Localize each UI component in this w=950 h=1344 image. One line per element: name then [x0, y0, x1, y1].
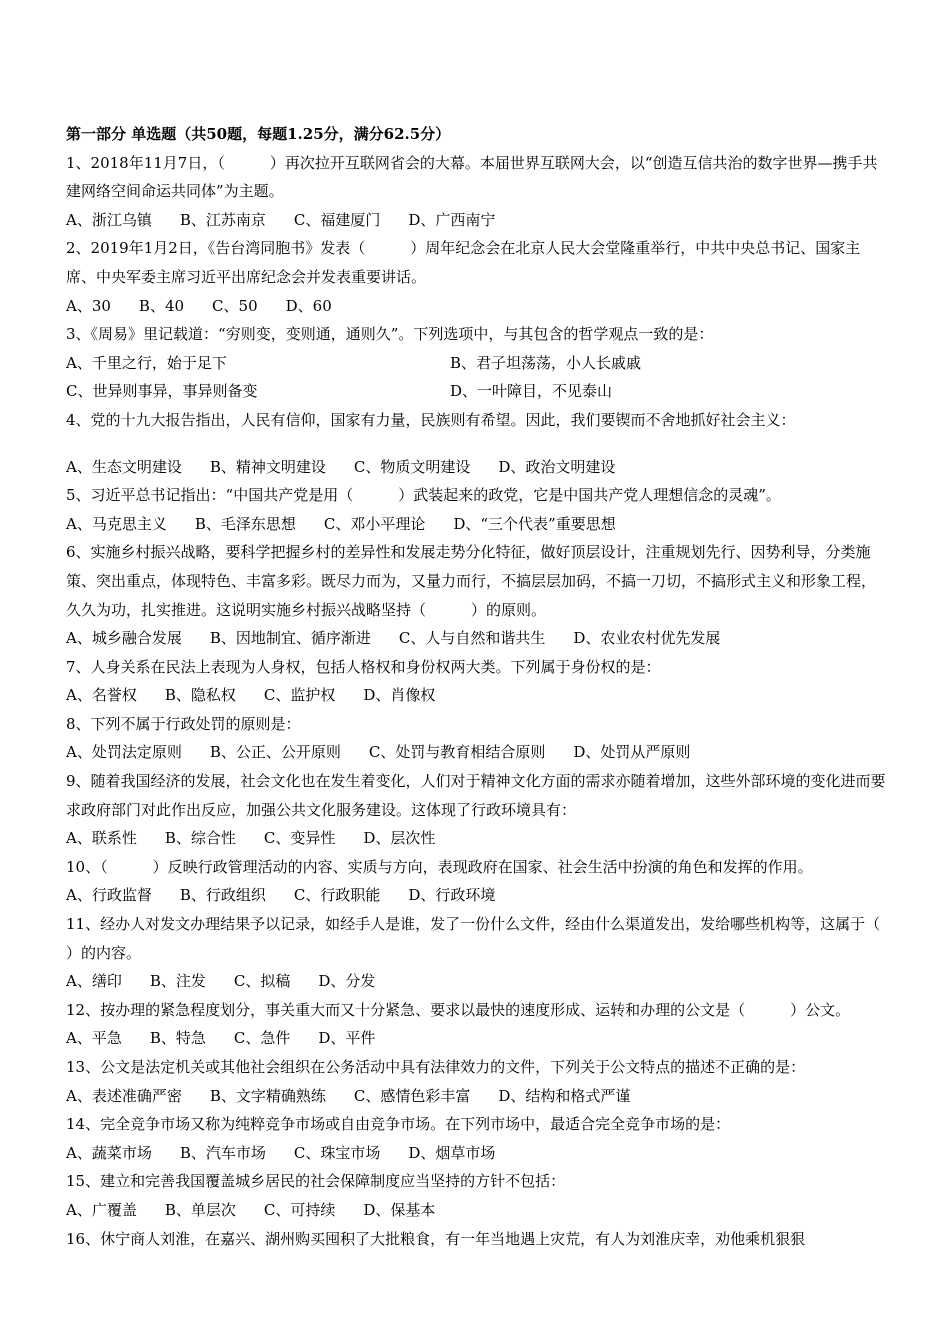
option-a: A、广覆盖 [66, 1200, 137, 1219]
option-c: C、世异则事异，事异则备变 [66, 382, 258, 401]
question-stem: 9、随着我国经济的发展，社会文化也在发生着变化，人们对于精神文化方面的需求亦随着增加，这些外部环境的变化进而要求政府部门对此作出反应，加强公共文化服务建设。这体现了行政环境具有： [66, 772, 886, 819]
option-d: D、农业农村优先发展 [573, 629, 721, 648]
question-stem: 2、2019年1月2日，《告台湾同胞书》发表（ ）周年纪念会在北京人民大会堂隆重举行，中共中央总书记、国家主席、中央军委主席习近平出席纪念会并发表重要讲话。 [66, 239, 861, 286]
question-stem: 4、党的十九大报告指出，人民有信仰，国家有力量，民族则有希望。因此，我们要锲而不舍地抓好社会主义： [66, 410, 796, 429]
option-d: D、烟草市场 [408, 1143, 496, 1162]
section-title: 第一部分 单选题（共50题，每题1.25分，满分62.5分） [66, 125, 451, 143]
blank-gap [66, 435, 888, 453]
option-c: C、人与自然和谐共生 [398, 629, 546, 648]
option-c: C、处罚与教育相结合原则 [368, 743, 546, 762]
question-stem: 11、经办人对发文办理结果予以记录，如经手人是谁，发了一份什么文件，经由什么渠道发出，发给哪些机构等，这属于（ ）的内容。 [66, 915, 926, 962]
option-row [66, 349, 888, 378]
option-row [66, 1139, 888, 1168]
option-row [66, 453, 888, 482]
option-a: A、蔬菜市场 [66, 1143, 152, 1162]
option-c: C、珠宝市场 [293, 1143, 381, 1162]
option-a: A、联系性 [66, 829, 137, 848]
option-a: A、处罚法定原则 [66, 743, 182, 762]
question-stem: 15、建立和完善我国覆盖城乡居民的社会保障制度应当坚持的方针不包括： [66, 1172, 566, 1191]
option-c: C、物质文明建设 [353, 457, 471, 476]
option-row [66, 292, 888, 321]
option-b: B、40 [138, 296, 185, 315]
option-c: C、急件 [233, 1029, 291, 1048]
option-b: B、精神文明建设 [209, 457, 326, 476]
option-b: B、特急 [149, 1029, 206, 1048]
option-d: D、结构和格式严谨 [498, 1086, 631, 1105]
question-stem: 6、实施乡村振兴战略，要科学把握乡村的差异性和发展走势分化特征，做好顶层设计，注重规划先行、因势利导，分类施策、突出重点，体现特色、丰富多彩。既尽力而为，又量力而行，不搞层层加码，不搞一刀切，不搞形式主义和形象工程，久久为功，扎实推进。这说明实施乡村振兴战略坚持（ ）的原则。 [66, 543, 877, 619]
option-c: C、可持续 [263, 1200, 336, 1219]
option-c: C、福建厦门 [293, 210, 381, 229]
option-c: C、拟稿 [233, 972, 291, 991]
option-d: D、肖像权 [363, 686, 436, 705]
option-b: B、汽车市场 [179, 1143, 266, 1162]
option-row [66, 738, 888, 767]
option-row [66, 681, 888, 710]
option-d: D、“三个代表”重要思想 [453, 514, 616, 533]
option-row [66, 377, 888, 406]
option-a: A、行政监督 [66, 886, 152, 905]
question-stem: 14、完全竞争市场又称为纯粹竞争市场或自由竞争市场。在下列市场中，最适合完全竞争市场的是： [66, 1115, 731, 1134]
option-d: D、保基本 [363, 1200, 436, 1219]
option-c: C、邓小平理论 [323, 514, 426, 533]
option-a: A、表述准确严密 [66, 1086, 182, 1105]
question-stem: 16、休宁商人刘淮，在嘉兴、湖州购买囤积了大批粮食，有一年当地遇上灾荒，有人为刘淮庆幸，劝他乘机狠狠 [66, 1229, 806, 1248]
option-b: B、综合性 [164, 829, 236, 848]
option-d: D、一叶障目，不见泰山 [450, 382, 613, 401]
option-row [66, 967, 888, 996]
question-stem: 5、习近平总书记指出：“中国共产党是用（ ）武装起来的政党，它是中国共产党人理想信念的灵魂”。 [66, 486, 781, 505]
option-a: A、浙江乌镇 [66, 210, 152, 229]
option-c: C、50 [212, 296, 258, 315]
question-stem: 1、2018年11月7日，（ ）再次拉开互联网省会的大幕。本届世界互联网大会，以“创造互信共治的数字世界—携手共建网络空间命运共同体”为主题。 [66, 153, 878, 201]
option-c: C、监护权 [263, 686, 336, 705]
option-a: A、生态文明建设 [66, 457, 182, 476]
option-d: D、60 [285, 296, 332, 315]
question-stem: 12、按办理的紧急程度划分，事关重大而又十分紧急、要求以最快的速度形成、运转和办理的公文是（ ）公文。 [66, 1000, 851, 1019]
question-stem: 10、（ ）反映行政管理活动的内容、实质与方向，表现政府在国家、社会生活中扮演的角色和发挥的作用。 [66, 857, 813, 876]
option-a: A、30 [66, 296, 111, 315]
option-a: A、平急 [66, 1029, 122, 1048]
option-row [66, 1196, 888, 1225]
option-d: D、处罚从严原则 [573, 743, 691, 762]
option-row [66, 881, 888, 910]
question-stem: 13、公文是法定机关或其他社会组织在公务活动中具有法律效力的文件，下列关于公文特点的描述不正确的是： [66, 1058, 806, 1076]
option-c: C、行政职能 [293, 886, 381, 905]
option-d: D、广西南宁 [408, 210, 496, 229]
option-row [66, 1082, 888, 1111]
option-b: B、公正、公开原则 [209, 743, 341, 762]
option-b: B、毛泽东思想 [194, 514, 296, 533]
option-d: D、平件 [318, 1029, 376, 1048]
option-a: A、城乡融合发展 [66, 629, 182, 648]
option-row [66, 510, 888, 539]
option-a: A、马克思主义 [66, 514, 167, 533]
option-b: B、君子坦荡荡，小人长戚戚 [450, 353, 642, 372]
option-row [66, 206, 888, 235]
option-a: A、千里之行，始于足下 [66, 353, 227, 372]
option-row [66, 624, 888, 653]
question-stem: 7、人身关系在民法上表现为人身权，包括人格权和身份权两大类。下列属于身份权的是： [66, 657, 661, 676]
option-c: C、感情色彩丰富 [353, 1086, 471, 1105]
option-d: D、分发 [318, 972, 376, 991]
option-b: B、行政组织 [179, 886, 266, 905]
option-b: B、隐私权 [164, 686, 236, 705]
option-b: B、江苏南京 [179, 210, 266, 229]
option-d: D、行政环境 [408, 886, 496, 905]
option-d: D、层次性 [363, 829, 436, 848]
option-row [66, 1024, 888, 1053]
question-stem: 8、下列不属于行政处罚的原则是： [66, 714, 301, 733]
option-b: B、因地制宜、循序渐进 [209, 629, 371, 648]
exam-document [66, 120, 926, 1253]
option-row [66, 824, 888, 853]
option-c: C、变异性 [263, 829, 336, 848]
option-a: A、名誉权 [66, 686, 137, 705]
option-d: D、政治文明建设 [498, 457, 616, 476]
option-b: B、注发 [149, 972, 206, 991]
option-a: A、缮印 [66, 972, 122, 991]
option-b: B、文字精确熟练 [209, 1086, 326, 1105]
option-b: B、单层次 [164, 1200, 236, 1219]
question-stem: 3、《周易》里记载道：“穷则变，变则通，通则久”。下列选项中，与其包含的哲学观点一致的是： [66, 325, 714, 344]
